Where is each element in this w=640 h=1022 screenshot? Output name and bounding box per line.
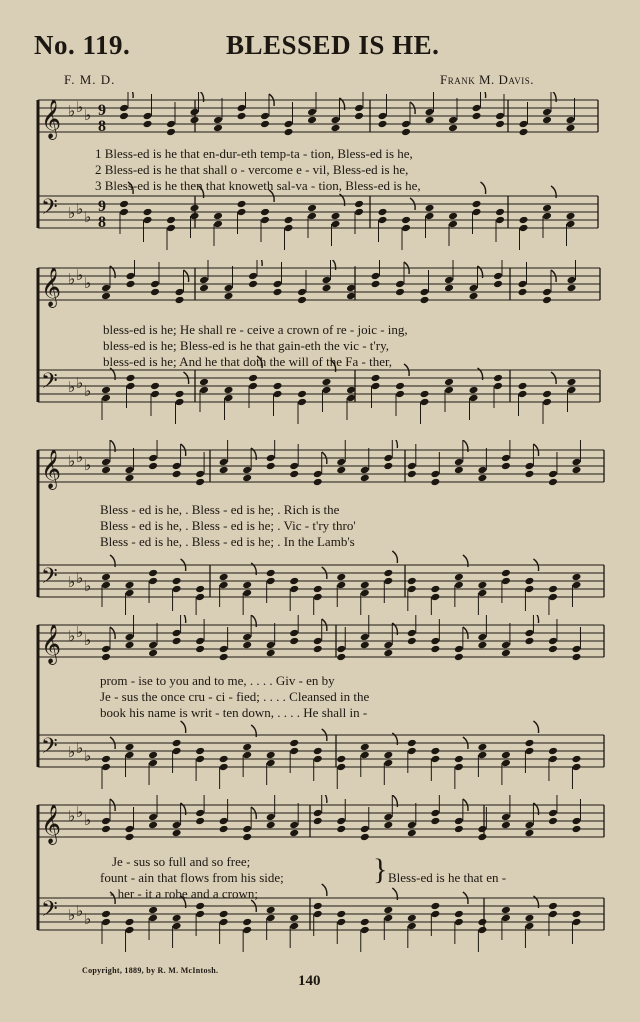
lyric-line: Bless - ed is he, . Bless - ed is he; . In the Lamb's bbox=[100, 534, 355, 549]
svg-text:𝄢: 𝄢 bbox=[41, 564, 58, 594]
svg-text:♭: ♭ bbox=[84, 631, 92, 649]
svg-text:♭: ♭ bbox=[76, 902, 84, 920]
svg-text:♭: ♭ bbox=[68, 807, 76, 825]
svg-text:8: 8 bbox=[98, 214, 106, 231]
svg-text:♭: ♭ bbox=[84, 747, 92, 765]
svg-text:𝄞: 𝄞 bbox=[41, 624, 62, 664]
svg-text:♭: ♭ bbox=[76, 374, 84, 392]
svg-text:♭: ♭ bbox=[68, 906, 76, 924]
hymn-title: BLESSED IS HE. bbox=[226, 30, 440, 60]
copyright-notice: Copyright, 1889, by R. M. McIntosh. bbox=[82, 966, 219, 975]
svg-text:♭: ♭ bbox=[84, 382, 92, 400]
svg-text:♭: ♭ bbox=[68, 452, 76, 470]
svg-text:♭: ♭ bbox=[68, 743, 76, 761]
svg-text:♭: ♭ bbox=[76, 200, 84, 218]
svg-text:𝄢: 𝄢 bbox=[41, 897, 58, 927]
svg-text:♭: ♭ bbox=[84, 106, 92, 124]
lyric-line: 3 Bless-ed is he then that knoweth sal-va - tion, Bless-ed is he, bbox=[95, 178, 421, 193]
svg-text:♭: ♭ bbox=[68, 270, 76, 288]
lyric-line: bless-ed is he; And he that doth the will of the Fa - ther, bbox=[103, 354, 393, 369]
svg-text:♭: ♭ bbox=[68, 378, 76, 396]
svg-text:♭: ♭ bbox=[84, 811, 92, 829]
svg-text:♭: ♭ bbox=[76, 739, 84, 757]
lyric-line: Bless - ed is he, . Bless - ed is he; . Rich is the bbox=[100, 502, 340, 517]
svg-text:𝄢: 𝄢 bbox=[41, 195, 58, 225]
lyric-line: book his name is writ - ten down, . . . . He shall in - bbox=[100, 705, 368, 720]
lyric-line: bless-ed is he; Bless-ed is he that gain-eth the vic - t'ry, bbox=[103, 338, 389, 353]
svg-text:9: 9 bbox=[98, 102, 106, 119]
svg-text:♭: ♭ bbox=[84, 456, 92, 474]
svg-text:♭: ♭ bbox=[76, 266, 84, 284]
lyric-line: Je - sus so full and so free; bbox=[112, 854, 251, 869]
svg-text:♭: ♭ bbox=[84, 910, 92, 928]
hymn-number: No. 119. bbox=[34, 30, 131, 60]
verse-bracket: } bbox=[373, 853, 388, 886]
svg-text:♭: ♭ bbox=[68, 627, 76, 645]
svg-text:𝄞: 𝄞 bbox=[41, 99, 62, 139]
svg-text:♭: ♭ bbox=[84, 577, 92, 595]
lyric-line: fount - ain that flows from his side; bbox=[100, 870, 284, 885]
svg-text:𝄞: 𝄞 bbox=[41, 449, 62, 489]
lyric-line: 2 Bless-ed is he that shall o - vercome e - vil, Bless-ed is he, bbox=[95, 162, 409, 177]
svg-text:♭: ♭ bbox=[76, 448, 84, 466]
svg-text:8: 8 bbox=[98, 118, 106, 135]
lyric-line: - her - it a robe and a crown; bbox=[110, 886, 258, 901]
page-number: 140 bbox=[298, 973, 321, 989]
lyricist-credit: F. M. D. bbox=[64, 72, 116, 87]
svg-text:♭: ♭ bbox=[76, 803, 84, 821]
svg-text:♭: ♭ bbox=[68, 102, 76, 120]
lyric-line: bless-ed is he; He shall re - ceive a crown of re - joic - ing, bbox=[103, 322, 408, 337]
svg-text:𝄢: 𝄢 bbox=[41, 734, 58, 764]
svg-text:𝄢: 𝄢 bbox=[41, 369, 58, 399]
svg-text:♭: ♭ bbox=[76, 98, 84, 116]
svg-text:♭: ♭ bbox=[76, 569, 84, 587]
refrain-lyric: Bless-ed is he that en - bbox=[388, 870, 507, 885]
lyric-line: Bless - ed is he, . Bless - ed is he; . Vic - t'ry thro' bbox=[100, 518, 356, 533]
svg-text:♭: ♭ bbox=[68, 573, 76, 591]
music-staff-system-5 bbox=[0, 795, 640, 960]
lyric-line: prom - ise to you and to me, . . . . Giv - en by bbox=[100, 673, 335, 688]
svg-text:♭: ♭ bbox=[68, 204, 76, 222]
composer-credit: Frank M. Davis. bbox=[440, 72, 535, 87]
svg-text:9: 9 bbox=[98, 198, 106, 215]
svg-text:𝄞: 𝄞 bbox=[41, 804, 62, 844]
lyric-line: 1 Bless-ed is he that en-dur-eth temp-ta - tion, Bless-ed is he, bbox=[95, 146, 413, 161]
svg-text:♭: ♭ bbox=[84, 208, 92, 226]
svg-text:♭: ♭ bbox=[84, 274, 92, 292]
svg-text:𝄞: 𝄞 bbox=[41, 267, 62, 307]
svg-text:♭: ♭ bbox=[76, 623, 84, 641]
lyric-line: Je - sus the once cru - ci - fied; . . . . Cleansed in the bbox=[100, 689, 370, 704]
